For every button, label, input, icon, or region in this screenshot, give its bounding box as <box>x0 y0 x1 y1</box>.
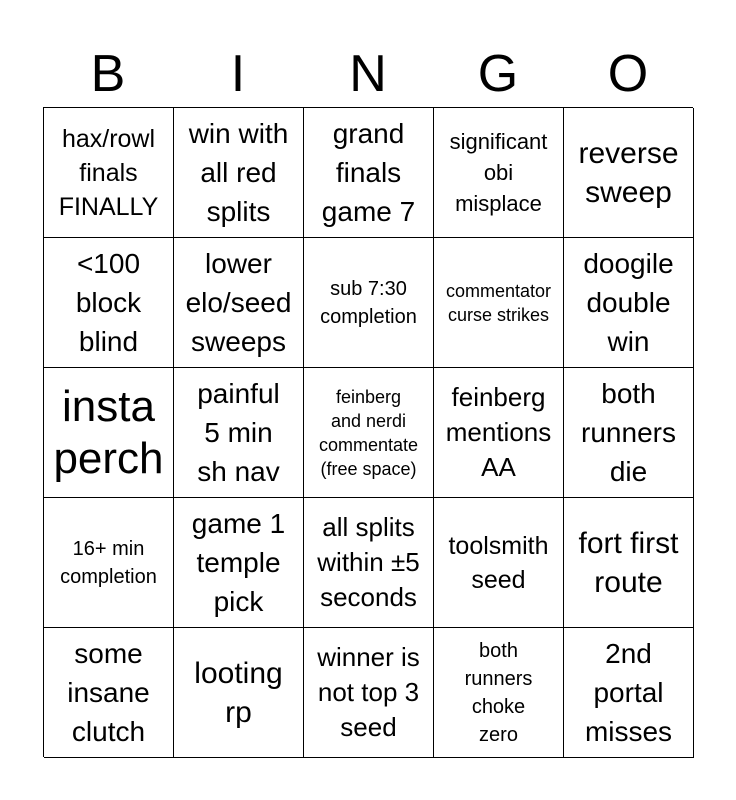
bingo-cell[interactable] <box>304 368 434 498</box>
bingo-cell[interactable] <box>44 238 174 368</box>
bingo-cell[interactable] <box>434 108 564 238</box>
bingo-cell[interactable] <box>304 238 434 368</box>
header-letter-o: O <box>607 45 649 103</box>
cell-text: win with all red splits <box>188 118 289 227</box>
cell-text: hax/rowl finals FINALLY <box>58 124 159 221</box>
cell-text: winner is not top 3 seed <box>317 642 420 742</box>
bingo-cell[interactable] <box>174 108 304 238</box>
cell-text: grand finals game 7 <box>321 118 416 227</box>
bingo-cell[interactable] <box>564 628 694 758</box>
cell-text: <100 block blind <box>75 248 142 357</box>
bingo-cell[interactable] <box>174 628 304 758</box>
cell-text: some insane clutch <box>67 638 150 747</box>
header-letter-b: B <box>90 45 126 103</box>
cell-text: feinberg and nerdi commentate (free space) <box>318 386 419 479</box>
bingo-cell[interactable] <box>564 238 694 368</box>
cell-text: 16+ min completion <box>60 537 157 588</box>
bingo-cell[interactable] <box>174 238 304 368</box>
bingo-cell[interactable] <box>564 368 694 498</box>
cell-text: both runners die <box>581 378 676 487</box>
cell-text: all splits within ±5 seconds <box>317 512 420 612</box>
header-letter-i: I <box>230 45 246 103</box>
cell-text: toolsmith seed <box>448 531 549 594</box>
header-letter-n: N <box>349 45 387 103</box>
bingo-cell[interactable] <box>304 108 434 238</box>
bingo-cell[interactable] <box>434 238 564 368</box>
cell-text: fort first route <box>578 526 679 599</box>
bingo-cell[interactable] <box>564 498 694 628</box>
bingo-cell[interactable] <box>44 108 174 238</box>
cell-text: feinberg mentions AA <box>445 382 552 482</box>
cell-text: doogile double win <box>583 248 674 357</box>
cell-text: insta perch <box>53 381 164 483</box>
bingo-cell[interactable] <box>44 498 174 628</box>
cell-text: game 1 temple pick <box>191 508 286 617</box>
cell-text: looting rp <box>194 656 283 729</box>
cell-text: both runners choke zero <box>464 639 533 746</box>
bingo-header <box>43 42 693 106</box>
bingo-cell[interactable] <box>44 368 174 498</box>
cell-text: significant obi misplace <box>449 129 548 216</box>
bingo-cell[interactable] <box>304 628 434 758</box>
bingo-cell[interactable] <box>434 498 564 628</box>
cell-text: reverse sweep <box>578 136 679 209</box>
bingo-cell[interactable] <box>434 368 564 498</box>
bingo-cell[interactable] <box>434 628 564 758</box>
cell-text: commentator curse strikes <box>445 280 552 325</box>
bingo-cell[interactable] <box>304 498 434 628</box>
cell-text: lower elo/seed sweeps <box>185 248 292 357</box>
bingo-cell[interactable] <box>174 368 304 498</box>
bingo-cell[interactable] <box>564 108 694 238</box>
bingo-board <box>43 107 693 757</box>
bingo-cell[interactable] <box>44 628 174 758</box>
header-letter-g: G <box>477 45 519 103</box>
cell-text: sub 7:30 completion <box>320 277 417 328</box>
bingo-cell[interactable] <box>174 498 304 628</box>
cell-text: 2nd portal misses <box>584 638 673 747</box>
cell-text: painful 5 min sh nav <box>197 378 280 487</box>
